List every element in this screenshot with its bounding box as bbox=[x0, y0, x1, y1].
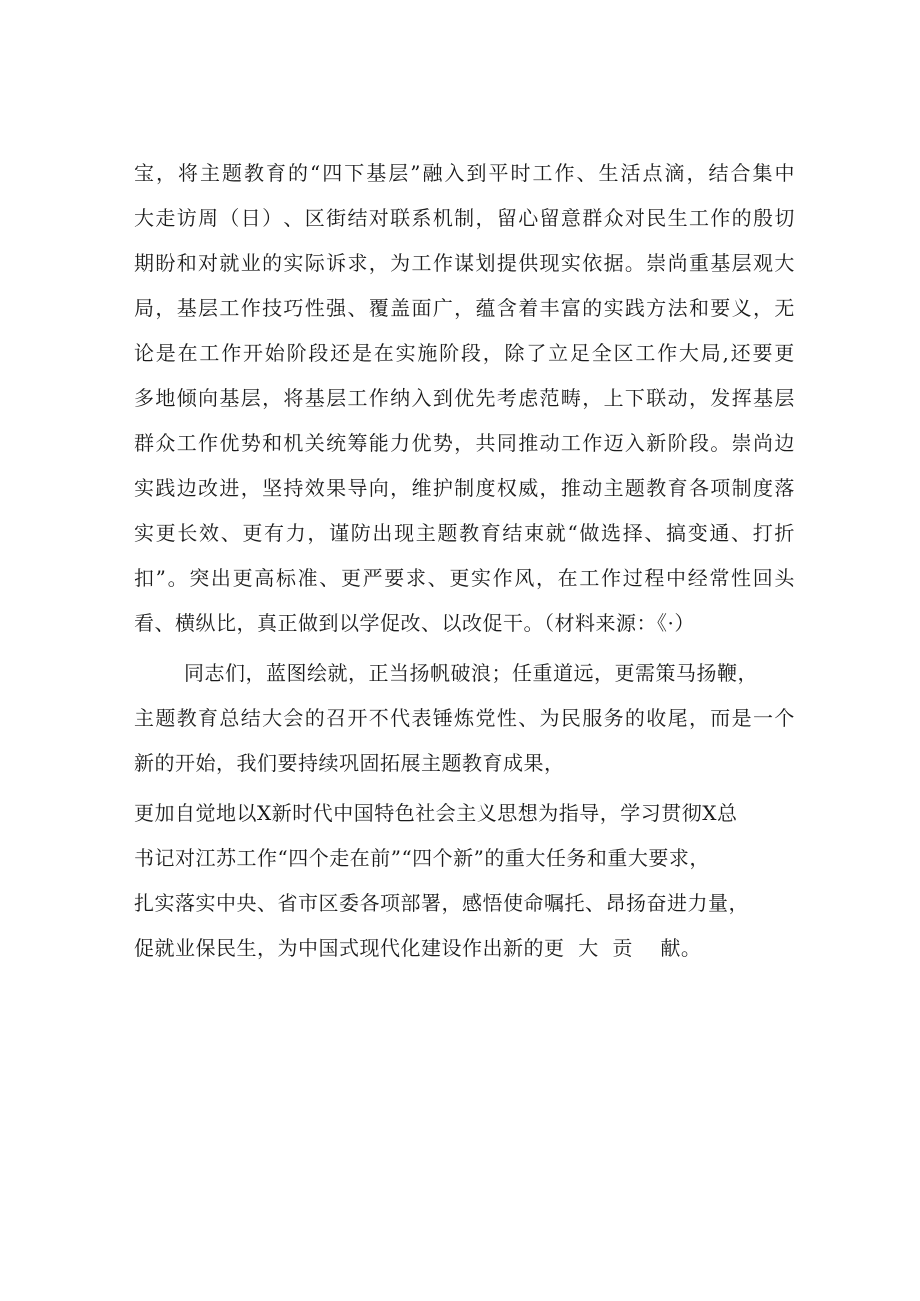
paragraph-3-line-1: 更加自觉地以X新时代中国特色社会主义思想为指导，学习贯彻X总 bbox=[134, 801, 738, 825]
paragraph-1-line-6: 多 地 倾 向 基 层 ， 将 基 层 工 作 纳 入 到 优 先 考 虑 范 畴 ， 上 下 联 动 ， 发 挥 基 层 bbox=[134, 386, 795, 410]
paragraph-1-line-3: 期 盼 和 对 就 业 的 实 际 诉 求 ， 为 工 作 谋 划 提 供 现 实 依 据 。 崇 尚 重 基 层 观 大 bbox=[134, 251, 795, 275]
paragraph-1-line-10: 扣 ” 。 突 出 更 高 标 准 、 更 严 要 求 、 更 实 作 风 ， 在 工 作 过 程 中 经 常 性 回 头 bbox=[134, 566, 795, 590]
paragraph-1-line-4: 局 ， 基 层 工 作 技 巧 性 强 、 覆 盖 面 广 ， 蕴 含 着 丰 富 的 实 践 方 法 和 要 义 ， 无 bbox=[134, 296, 795, 320]
paragraph-1-line-5: 论 是 在 工 作 开 始 阶 段 还 是 在 实 施 阶 段 ， 除 了 立 足 全 区 工 作 大 局 , 还 要 更 bbox=[134, 341, 795, 365]
paragraph-1-line-8: 实 践 边 改 进 ， 坚 持 效 果 导 向 ， 维 护 制 度 权 威 ， 推 动 主 题 教 育 各 项 制 度 落 bbox=[134, 476, 795, 500]
paragraph-1-line-2: 大 走 访 周 （ 日 ） 、 区 街 结 对 联 系 机 制 ， 留 心 留 意 群 众 对 民 生 工 作 的 殷 切 bbox=[134, 206, 795, 230]
paragraph-2-line-1: 同志们，蓝图绘就，正当扬帆破浪；任重道远，更需策马扬鞭， bbox=[184, 661, 758, 685]
paragraph-3-line-4: 促就业保民生，为中国式现代化建设作出新的更 大 贡 献。 bbox=[134, 936, 702, 960]
paragraph-2-line-2: 主 题 教 育 总 结 大 会 的 召 开 不 代 表 锤 炼 党 性 、 为 民 服 务 的 收 尾 ， 而 是 一 个 bbox=[134, 706, 795, 730]
paragraph-1-line-9: 实 更 长 效 、 更 有 力 ， 谨 防 出 现 主 题 教 育 结 束 就 “ 做 选 择 、 搞 变 通 、 打 折 bbox=[134, 521, 795, 545]
paragraph-2-line-3: 新的开始，我们要持续巩固拓展主题教育成果， bbox=[134, 751, 565, 775]
paragraph-1-line-11: 看、横纵比，真正做到以学促改、以改促干。（材料来源：《·） bbox=[134, 611, 695, 635]
paragraph-3-line-2: 书记对江苏工作“四个走在前”“四个新”的重大任务和重大要求， bbox=[134, 846, 710, 870]
paragraph-3-line-3: 扎实落实中央、省市区委各项部署，感悟使命嘱托、昂扬奋进力量， bbox=[134, 891, 749, 915]
paragraph-1-line-7: 群 众 工 作 优 势 和 机 关 统 筹 能 力 优 势 ， 共 同 推 动 工 作 迈 入 新 阶 段 。 崇 尚 边 bbox=[134, 431, 795, 455]
paragraph-1-line-1: 宝 ， 将 主 题 教 育 的 “ 四 下 基 层 ” 融 入 到 平 时 工 作 、 生 活 点 滴 ， 结 合 集 中 bbox=[134, 161, 795, 185]
